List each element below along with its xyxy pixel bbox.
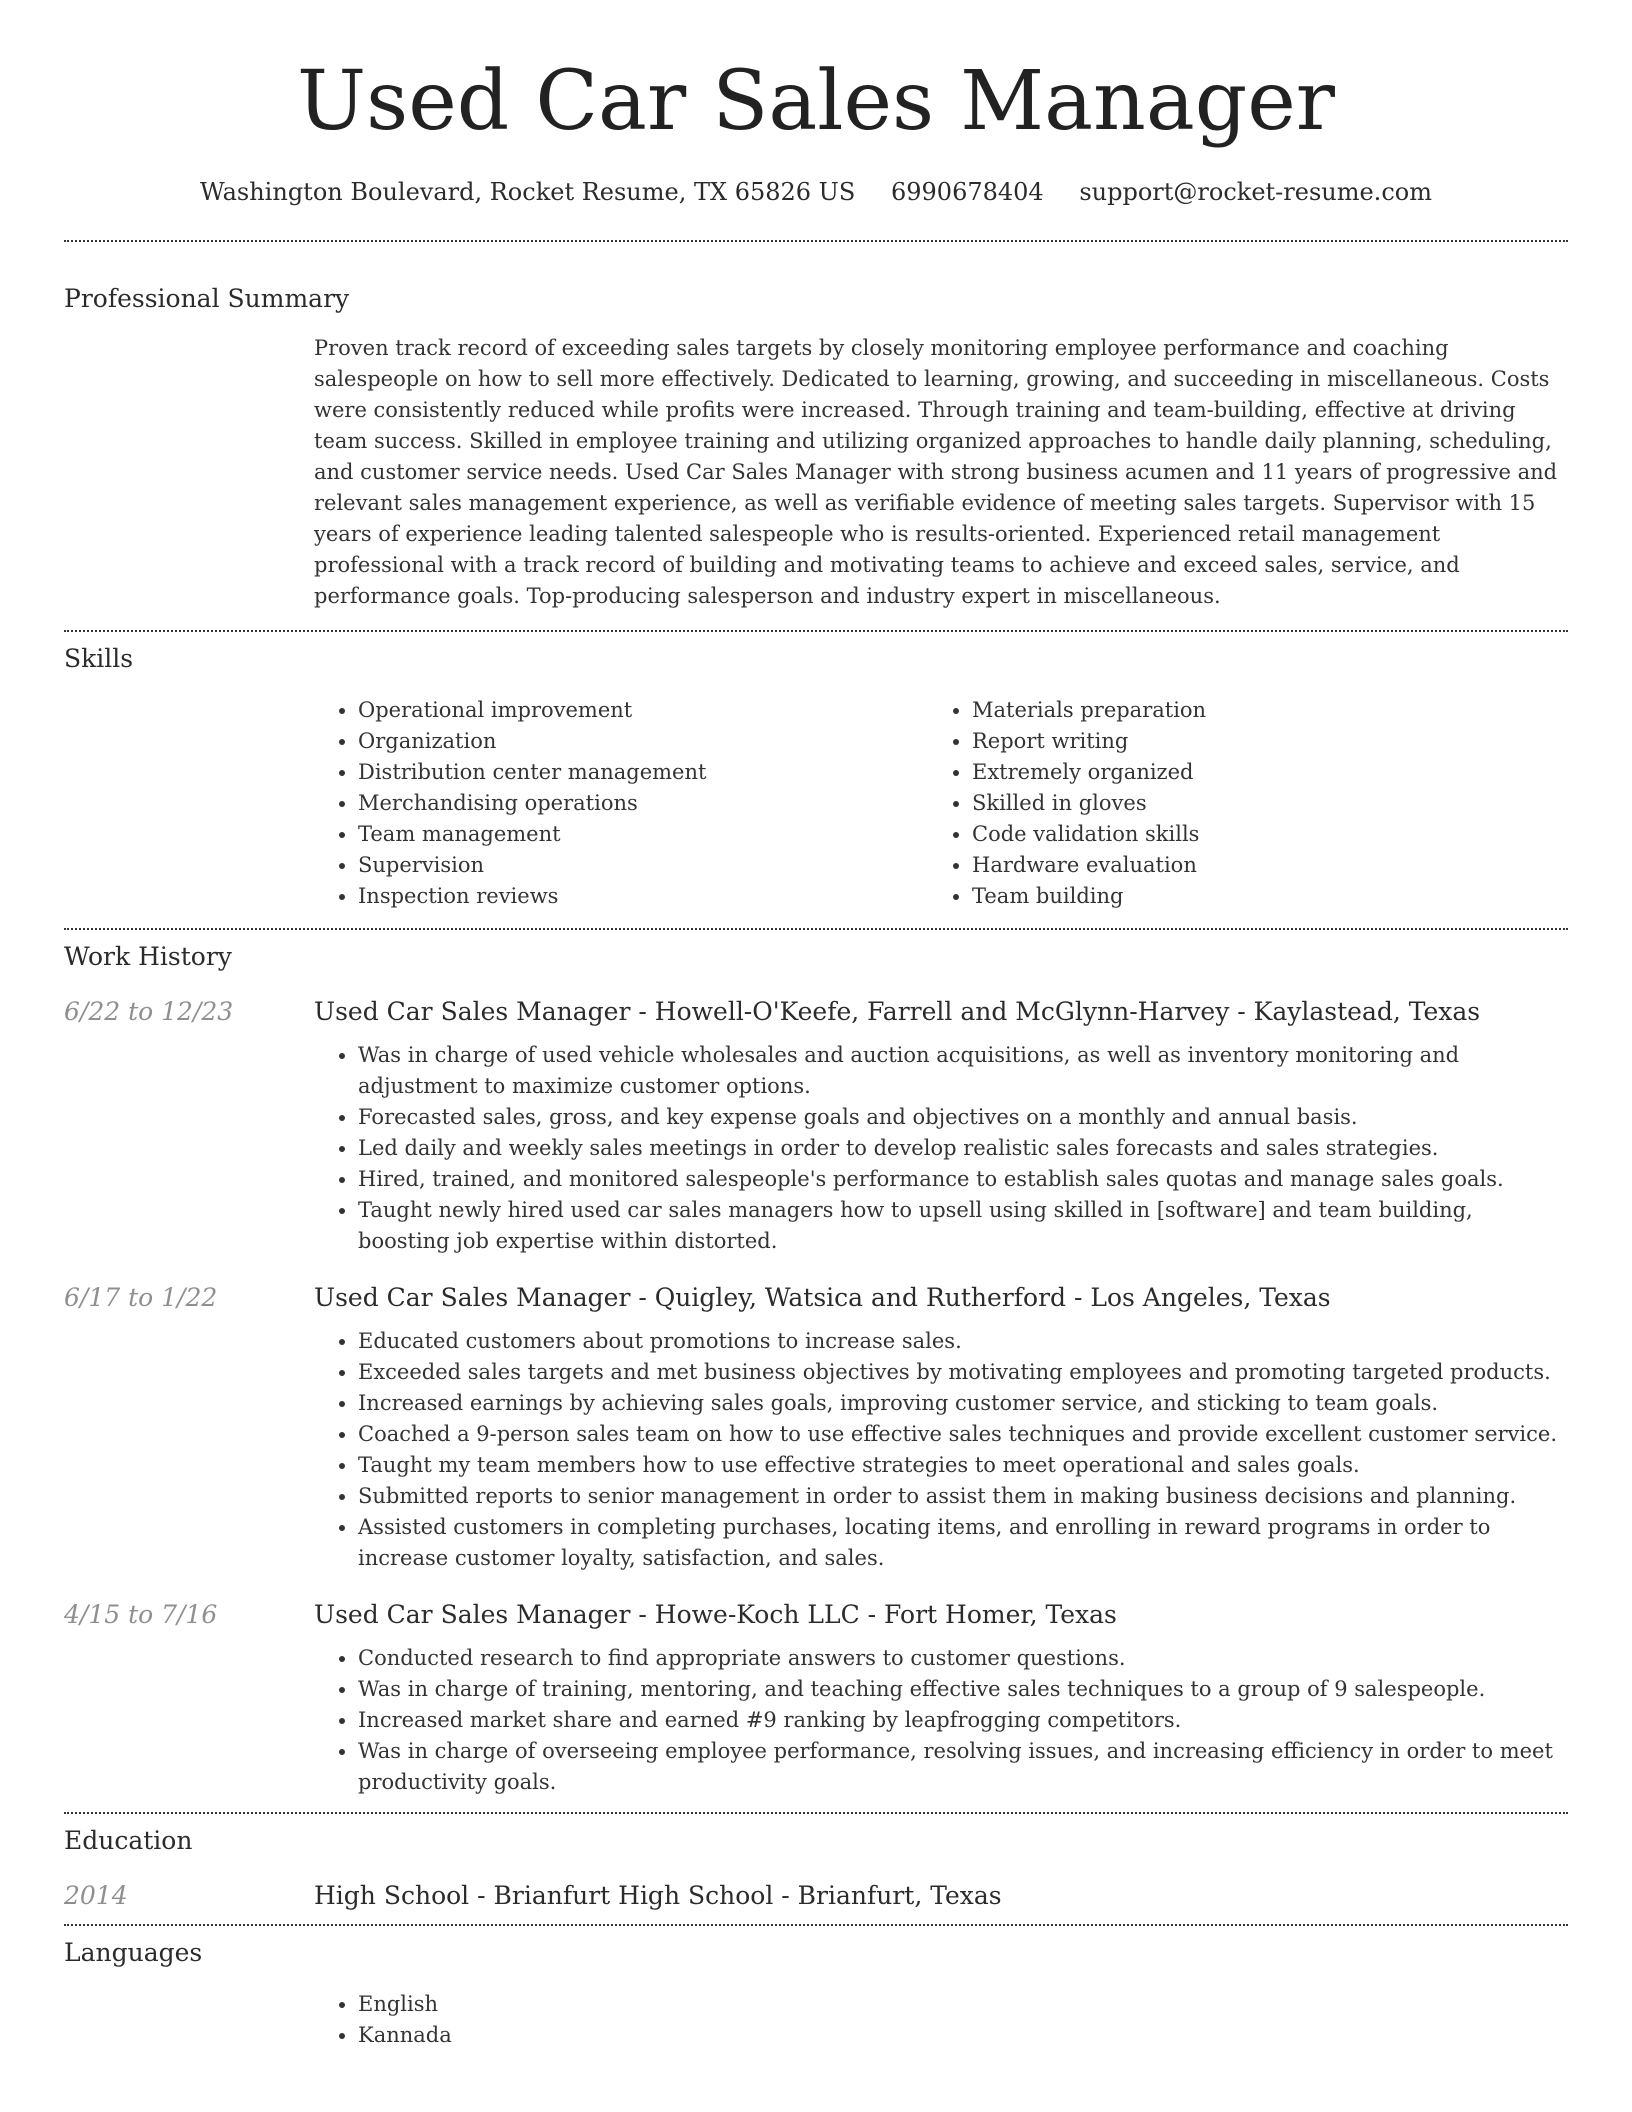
divider <box>64 1812 1568 1814</box>
job-bullet: • Taught newly hired used car sales managers how to upsell using skilled in [software] and team building, boosting job expertise within distorted. <box>358 1195 1568 1257</box>
education-section <box>64 1826 1568 1910</box>
job-bullet: • Exceeded sales targets and met business objectives by motivating employees and promoting targeted products. <box>358 1357 1568 1388</box>
job-details <box>314 997 1568 1257</box>
skill-item: • Distribution center management <box>358 757 928 788</box>
skills-section <box>64 644 1568 912</box>
job-bullet: • Increased market share and earned #9 ranking by leapfrogging competitors. <box>358 1705 1568 1736</box>
section-title-languages: Languages <box>64 1938 203 1967</box>
summary-section <box>64 284 1568 612</box>
job-bullet: • Educated customers about promotions to increase sales. <box>358 1326 1568 1357</box>
address: Washington Boulevard, Rocket Resume, TX 65826 US <box>200 178 856 206</box>
education-title: High School - Brianfurt High School - Brianfurt, Texas <box>314 1881 1002 1910</box>
job-title: Used Car Sales Manager - Howe-Koch LLC - Fort Homer, Texas <box>314 1600 1117 1629</box>
contact-line <box>64 176 1568 208</box>
email: support@rocket-resume.com <box>1079 178 1432 206</box>
skill-item: • Team management <box>358 819 928 850</box>
languages-list <box>314 1989 1568 2051</box>
skill-item: • Skilled in gloves <box>972 788 1542 819</box>
divider <box>64 630 1568 632</box>
skill-item: • Report writing <box>972 726 1542 757</box>
job-date: 4/15 to 7/16 <box>64 1600 218 1629</box>
divider <box>64 240 1568 242</box>
phone: 6990678404 <box>891 178 1044 206</box>
divider <box>64 1924 1568 1926</box>
work-section <box>64 942 1568 1798</box>
job-bullet: • Increased earnings by achieving sales goals, improving customer service, and sticking to team goals. <box>358 1388 1568 1419</box>
job-entry <box>64 1283 1568 1574</box>
section-title-skills: Skills <box>64 644 134 673</box>
languages-section <box>64 1938 1568 2051</box>
skill-item: • Hardware evaluation <box>972 850 1542 881</box>
candidate-name: Used Car Sales Manager <box>297 54 1335 149</box>
skill-item: • Team building <box>972 881 1542 912</box>
job-entry <box>64 1600 1568 1798</box>
job-date: 6/22 to 12/23 <box>64 997 234 1026</box>
skill-item: • Organization <box>358 726 928 757</box>
skill-item: • Supervision <box>358 850 928 881</box>
job-bullet: • Conducted research to find appropriate answers to customer questions. <box>358 1643 1568 1674</box>
job-bullets <box>314 1040 1568 1257</box>
language-item: • English <box>358 1989 1568 2020</box>
job-bullet: • Hired, trained, and monitored salespeople's performance to establish sales quotas and manage sales goals. <box>358 1164 1568 1195</box>
skills-list-left <box>314 695 928 912</box>
skill-item: • Operational improvement <box>358 695 928 726</box>
section-title-work: Work History <box>64 942 232 971</box>
skills-list-right <box>928 695 1542 912</box>
job-bullet: • Submitted reports to senior management in order to assist them in making business decisions and planning. <box>358 1481 1568 1512</box>
skill-item: • Code validation skills <box>972 819 1542 850</box>
divider <box>64 928 1568 930</box>
job-title: Used Car Sales Manager - Quigley, Watsica and Rutherford - Los Angeles, Texas <box>314 1283 1331 1312</box>
skill-item: • Merchandising operations <box>358 788 928 819</box>
job-details <box>314 1600 1568 1798</box>
job-bullets <box>314 1643 1568 1798</box>
job-title: Used Car Sales Manager - Howell-O'Keefe, Farrell and McGlynn-Harvey - Kaylastead, Texas <box>314 997 1481 1026</box>
section-title-education: Education <box>64 1826 193 1855</box>
job-bullets <box>314 1326 1568 1574</box>
job-bullet: • Led daily and weekly sales meetings in order to develop realistic sales forecasts and sales strategies. <box>358 1133 1568 1164</box>
job-date: 6/17 to 1/22 <box>64 1283 218 1312</box>
education-entry <box>64 1881 1568 1910</box>
skill-item: • Materials preparation <box>972 695 1542 726</box>
job-details <box>314 1283 1568 1574</box>
job-bullet: • Was in charge of overseeing employee performance, resolving issues, and increasing efficiency in order to meet productivity goals. <box>358 1736 1568 1798</box>
resume-page <box>64 0 1568 2051</box>
skill-item: • Inspection reviews <box>358 881 928 912</box>
language-item: • Kannada <box>358 2020 1568 2051</box>
job-bullet: • Coached a 9-person sales team on how to use effective sales techniques and provide excellent customer service. <box>358 1419 1568 1450</box>
summary-text: Proven track record of exceeding sales targets by closely monitoring employee performance and coaching salespeople on how to sell more effectively. Dedicated to learning, growing, and succeeding in miscellaneous. Costs were consistently reduced while profits were increased. Through training and team-building, effective at driving team success. Skilled in employee training and utilizing organized approaches to handle daily planning, scheduling, and customer service needs. Used Car Sales Manager with strong business acumen and 11 years of progressive and relevant sales management experience, as well as verifiable evidence of meeting sales targets. Supervisor with 15 years of experience leading talented salespeople who is results-oriented. Experienced retail management professional with a track record of building and motivating teams to achieve and exceed sales, service, and performance goals. Top-producing salesperson and industry expert in miscellaneous. <box>314 336 1558 608</box>
section-title-summary: Professional Summary <box>64 284 350 313</box>
job-bullet: • Forecasted sales, gross, and key expense goals and objectives on a monthly and annual basis. <box>358 1102 1568 1133</box>
skills-columns <box>314 695 1568 912</box>
job-bullet: • Taught my team members how to use effective strategies to meet operational and sales goals. <box>358 1450 1568 1481</box>
job-bullet: • Assisted customers in completing purchases, locating items, and enrolling in reward programs in order to increase customer loyalty, satisfaction, and sales. <box>358 1512 1568 1574</box>
education-date: 2014 <box>64 1881 128 1910</box>
job-entry <box>64 997 1568 1257</box>
skill-item: • Extremely organized <box>972 757 1542 788</box>
job-bullet: • Was in charge of training, mentoring, and teaching effective sales techniques to a group of 9 salespeople. <box>358 1674 1568 1705</box>
job-bullet: • Was in charge of used vehicle wholesales and auction acquisitions, as well as inventory monitoring and adjustment to maximize customer options. <box>358 1040 1568 1102</box>
